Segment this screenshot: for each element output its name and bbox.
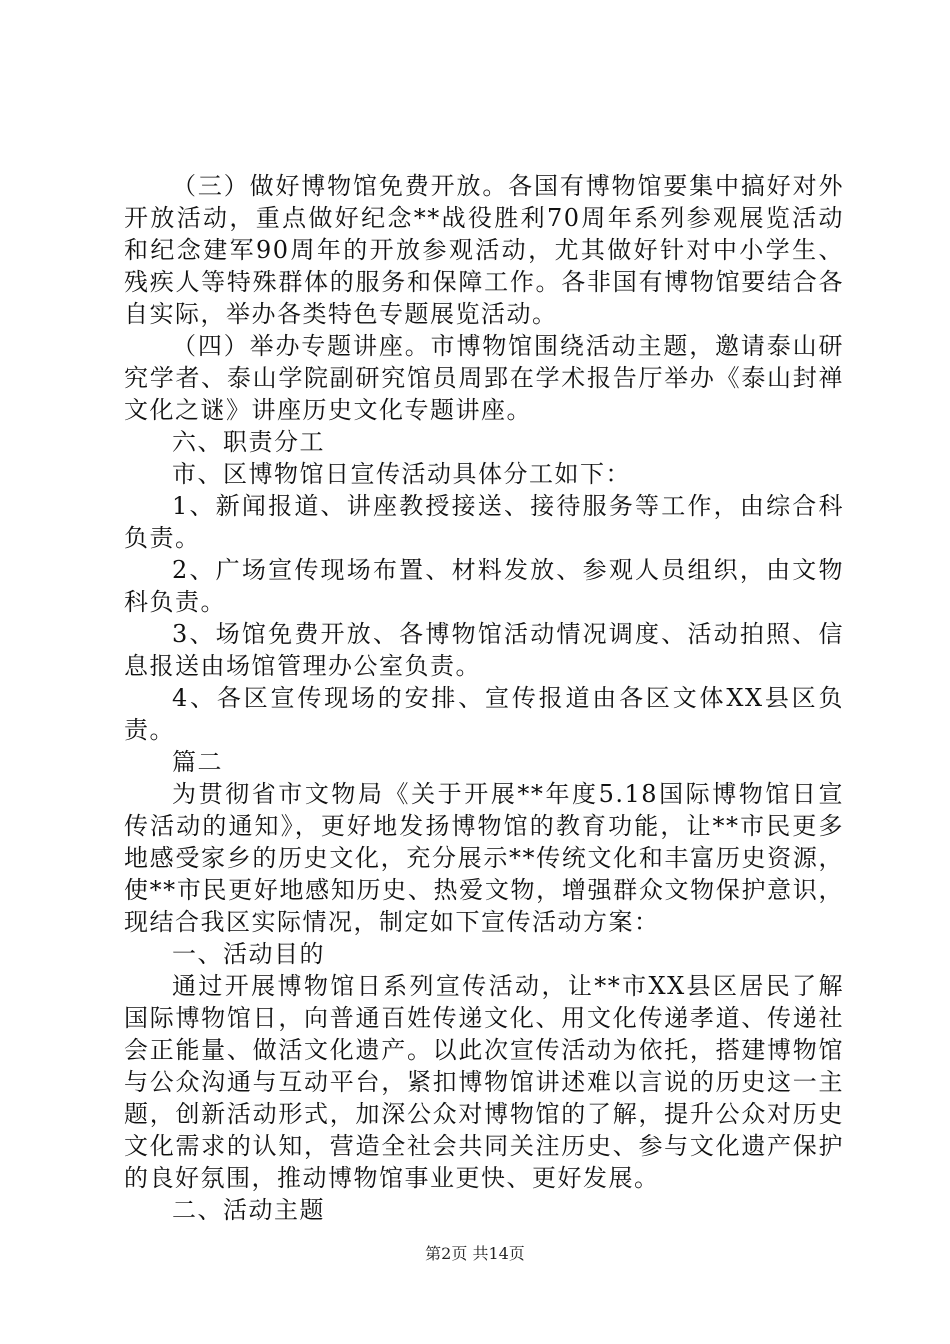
section-heading-purpose: 一、活动目的 <box>172 940 325 968</box>
list-item-duty-4: 4、各区宣传现场的安排、宣传报道由各区文体XX县区负责。 <box>124 684 844 744</box>
list-item-duty-1: 1、新闻报道、讲座教授接送、接待服务等工作，由综合科负责。 <box>124 492 844 552</box>
section-heading-responsibilities: 六、职责分工 <box>172 428 325 456</box>
paragraph-part-two-intro: 为贯彻省市文物局《关于开展**年度5.18国际博物馆日宣传活动的通知》，更好地发扬博物馆的教育功能，让**市民更多地感受家乡的历史文化，充分展示**传统文化和丰富历史资源，使**市民更好地感知历史、热爱文物，增强群众文物保护意识，现结合我区实际情况，制定如下宣传活动方案： <box>124 780 844 936</box>
paragraph-purpose: 通过开展博物馆日系列宣传活动，让**市XX县区居民了解国际博物馆日，向普通百姓传递文化、用文化传递孝道、传递社会正能量、做活文化遗产。以此次宣传活动为依托，搭建博物馆与公众沟通与互动平台，紧扣博物馆讲述难以言说的历史这一主题，创新活动形式，加深公众对博物馆的了解，提升公众对历史文化需求的认知，营造全社会共同关注历史、参与文化遗产保护的良好氛围，推动博物馆事业更快、更好发展。 <box>124 972 844 1192</box>
list-item-duty-3: 3、场馆免费开放、各博物馆活动情况调度、活动拍照、信息报送由场馆管理办公室负责。 <box>124 620 844 680</box>
paragraph-free-opening: （三）做好博物馆免费开放。各国有博物馆要集中搞好对外开放活动，重点做好纪念**战役胜利70周年系列参观展览活动和纪念建军90周年的开放参观活动，尤其做好针对中小学生、残疾人等特殊群体的服务和保障工作。各非国有博物馆要结合各自实际，举办各类特色专题展览活动。 <box>124 172 844 328</box>
section-heading-part-two: 篇二 <box>172 748 223 776</box>
section-heading-theme: 二、活动主题 <box>172 1196 325 1224</box>
list-item-duty-2: 2、广场宣传现场布置、材料发放、参观人员组织，由文物科负责。 <box>124 556 844 616</box>
page-number-footer: 第2页 共14页 <box>425 1244 525 1263</box>
paragraph-special-lecture: （四）举办专题讲座。市博物馆围绕活动主题，邀请泰山研究学者、泰山学院副研究馆员周郢在学术报告厅举办《泰山封禅文化之谜》讲座历史文化专题讲座。 <box>124 332 844 424</box>
document-body <box>124 170 844 1226</box>
paragraph-division-intro: 市、区博物馆日宣传活动具体分工如下： <box>172 460 631 488</box>
